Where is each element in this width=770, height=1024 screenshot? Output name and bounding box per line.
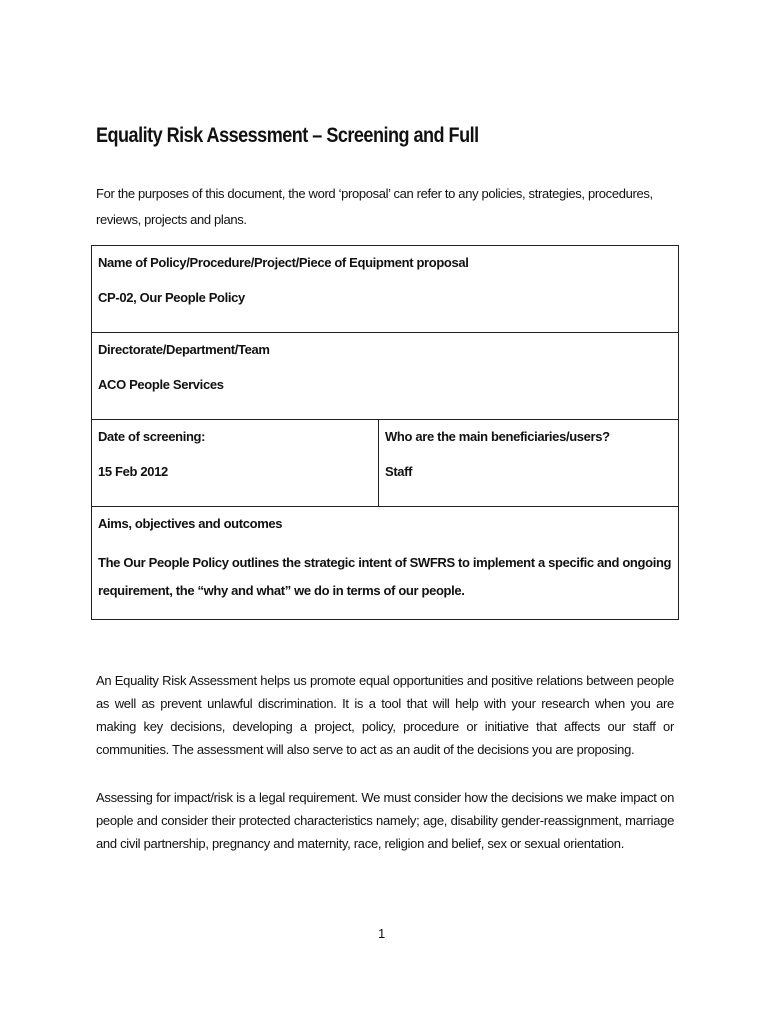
aims-label: Aims, objectives and outcomes [98,516,283,531]
screening-table [91,245,679,620]
paragraph-era-purpose: An Equality Risk Assessment helps us promote equal opportunities and positive relations between people as well as prevent unlawful discrimination. It is a tool that will help with your research when you are making key decisions, developing a project, policy, procedure or initiative that affects our staff or communities. The assessment will also serve to act as an audit of the decisions you are proposing. [96,673,674,757]
directorate-label: Directorate/Department/Team [98,342,270,357]
page-number: 1 [378,926,386,941]
date-cell [92,420,379,507]
policy-name-value: CP-02, Our People Policy [98,290,245,305]
date-label: Date of screening: [98,429,206,444]
table-row [92,333,679,420]
intro-text: For the purposes of this document, the word ‘proposal’ can refer to any policies, strategies, procedures, reviews, projects and plans. [96,186,653,227]
table-row [92,420,679,507]
date-value: 15 Feb 2012 [98,464,168,479]
table-row [92,507,679,620]
directorate-cell [92,333,679,420]
paragraph-legal-requirement: Assessing for impact/risk is a legal requirement. We must consider how the decisions we make impact on people and consider their protected characteristics namely; age, disability gender-reassignment, marriage and civil partnership, pregnancy and maternity, race, religion and belief, sex or sexual orientation. [96,790,674,851]
policy-name-cell [92,246,679,333]
users-cell [379,420,679,507]
aims-cell [92,507,679,620]
users-label: Who are the main beneficiaries/users? [385,429,610,444]
document-title: Equality Risk Assessment – Screening and Full [96,124,479,147]
aims-value: The Our People Policy outlines the strategic intent of SWFRS to implement a specific and ongoing requirement, the “why and what” we do in terms of our people. [98,555,672,598]
table-row [92,246,679,333]
users-value: Staff [385,464,413,479]
policy-name-label: Name of Policy/Procedure/Project/Piece of Equipment proposal [98,255,469,270]
directorate-value: ACO People Services [98,377,224,392]
